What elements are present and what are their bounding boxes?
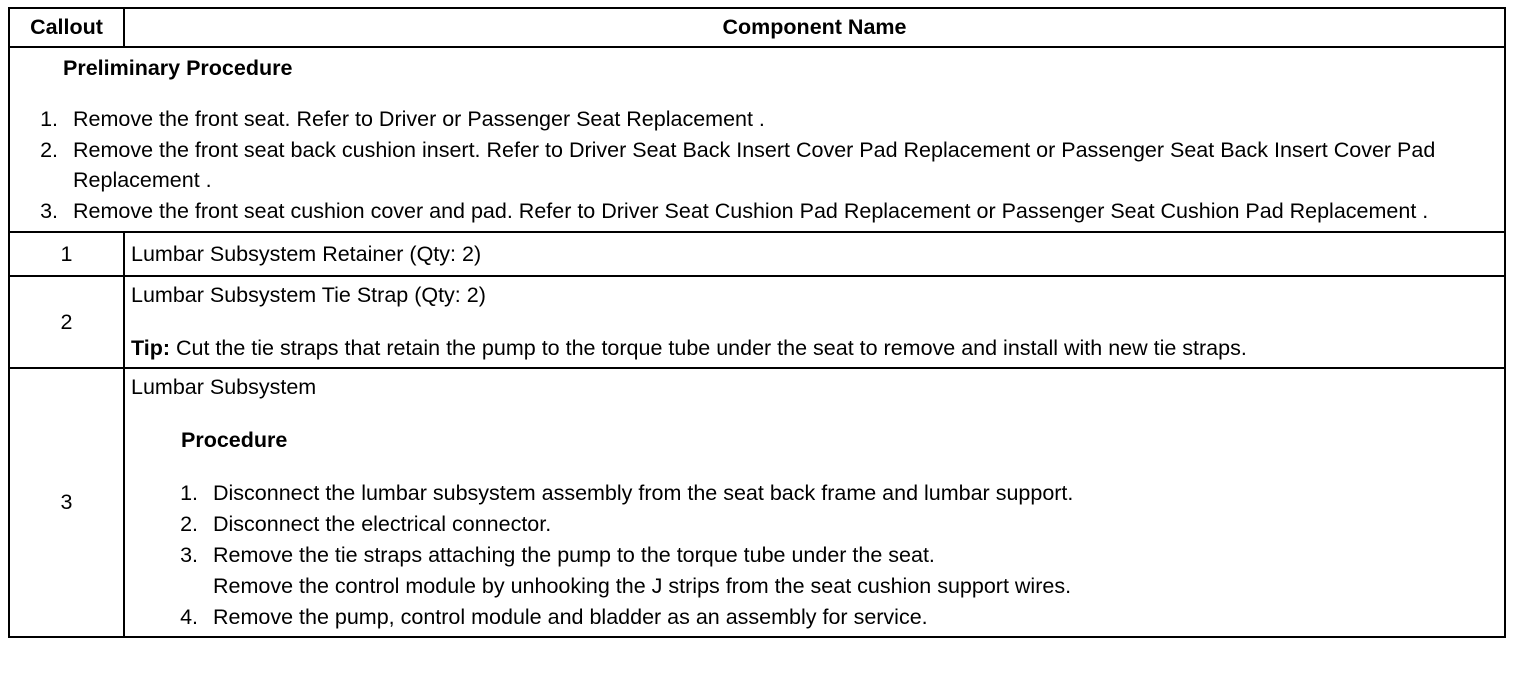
procedure-step: 1. Disconnect the lumbar subsystem assembly from the seat back frame and lumbar support. (204, 478, 1498, 509)
preliminary-cell (9, 47, 1505, 232)
preliminary-steps (20, 104, 1494, 226)
tip-text: Cut the tie straps that retain the pump to the torque tube under the seat to remove and install with new tie straps. (170, 336, 1247, 360)
preliminary-step: 1. Remove the front seat. Refer to Driver or Passenger Seat Replacement . (64, 104, 1494, 134)
table-row (9, 232, 1505, 276)
tip-note (131, 333, 1498, 364)
callout-number: 2 (9, 276, 124, 368)
component-cell (124, 368, 1505, 637)
component-name-header: Component Name (124, 8, 1505, 47)
preliminary-row (9, 47, 1505, 232)
preliminary-step: 3. Remove the front seat cushion cover and pad. Refer to Driver Seat Cushion Pad Replacement or Passenger Seat Cushion Pad Replacement . (64, 196, 1494, 226)
procedure-step-text: 3. Remove the tie straps attaching the pump to the torque tube under the seat. (213, 543, 935, 567)
preliminary-step: 2. Remove the front seat back cushion insert. Refer to Driver Seat Back Insert Cover Pad Replacement or Passenger Seat Back Insert Cover Pad Replacement . (64, 135, 1494, 195)
component-name: Lumbar Subsystem (131, 375, 317, 399)
callout-number: 1 (9, 232, 124, 276)
document (8, 7, 1506, 638)
procedure-title: Procedure (181, 428, 288, 452)
callout-number: 3 (9, 368, 124, 637)
procedure-step: 2. Disconnect the electrical connector. (204, 509, 1498, 540)
component-cell (124, 276, 1505, 368)
component-name: Lumbar Subsystem Tie Strap (Qty: 2) (131, 283, 486, 307)
component-table (8, 7, 1506, 638)
component-name: Lumbar Subsystem Retainer (Qty: 2) (124, 232, 1505, 276)
table-row (9, 368, 1505, 637)
procedure-step (204, 540, 1498, 602)
procedure-steps (131, 478, 1498, 633)
procedure-step: 4. Remove the pump, control module and bladder as an assembly for service. (204, 602, 1498, 633)
preliminary-title: Preliminary Procedure (63, 56, 293, 80)
callout-header: Callout (9, 8, 124, 47)
procedure-step-continuation: Remove the control module by unhooking the J strips from the seat cushion support wires. (213, 574, 1072, 598)
table-header-row (9, 8, 1505, 47)
tip-label: Tip: (131, 336, 171, 360)
table-row (9, 276, 1505, 368)
